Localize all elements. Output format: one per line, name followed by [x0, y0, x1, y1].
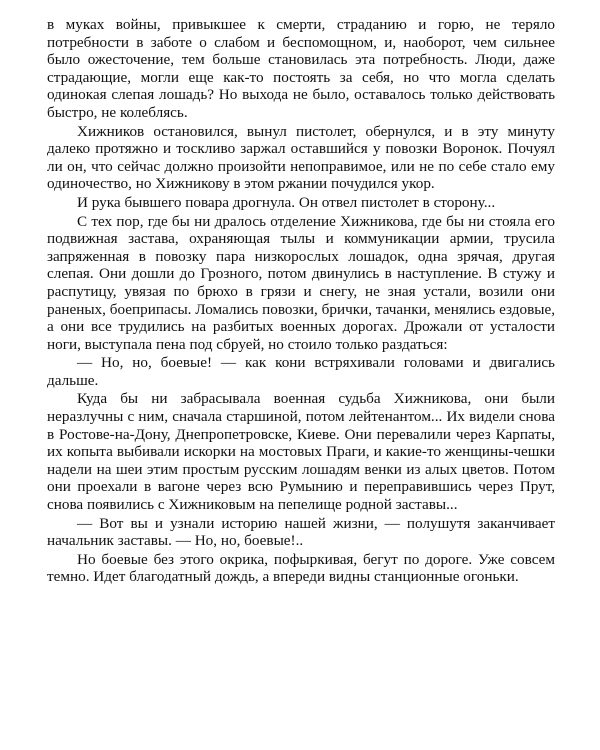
paragraph-1: в муках войны, привыкшее к смерти, страданию и горю, не теряло потребности в заботе о слабом и беспомощном, и, наоборот, чем сильнее было ожесточение, тем больше становилась эта потребность. Люди, даже страдающие, могли еще как-то постоять за себя, но что могла сделать одинокая слепая лошадь? Но выхода не было, оставалось только действовать быстро, не колеблясь. [47, 16, 555, 121]
paragraph-2: Хижников остановился, вынул пистолет, обернулся, и в эту минуту далеко протяжно и тоскливо заржал оставшийся у повозки Воронок. Почуял ли он, что сейчас должно произойти непоправимое, или не по себе стало ему одиночество, но Хижникову в этом ржании почудился укор. [47, 122, 555, 193]
paragraph-3: И рука бывшего повара дрогнула. Он отвел пистолет в сторону... [77, 193, 496, 211]
document-page [47, 16, 555, 586]
paragraph-6: Куда бы ни забрасывала военная судьба Хижникова, они были неразлучны с ним, сначала старшиной, потом лейтенантом... Их видели снова в Ростове-на-Дону, Днепропетровске, Киеве. Они перевалили через Карпаты, их копыта выбивали искорки на мостовых Праги, и какие-то женщины-чешки надели на шеи этим простым русским лошадям венки из алых цветов. Потом они проехали в вагоне через всю Румынию и переправившись через Прут, снова появились с Хижниковым на пепелище родной заставы... [47, 390, 555, 514]
paragraph-7: — Вот вы и узнали историю нашей жизни, — полушутя заканчивает начальник заставы. — Но, но, боевые!.. [47, 514, 555, 550]
paragraph-8: Но боевые без этого окрика, пофыркивая, бегут по дороге. Уже совсем темно. Идет благодатный дождь, а впереди видны станционные огоньки. [47, 550, 555, 586]
paragraph-4: С тех пор, где бы ни дралось отделение Хижникова, где бы ни стояла его подвижная застава, охраняющая тылы и коммуникации армии, трусила запряженная в повозку пара низкорослых лошадок, одна зрячая, другая слепая. Они дошли до Грозного, потом двинулись в наступление. В стужу и распутицу, увязая по брюхо в грязи и снегу, не зная устали, возили они раненых, боеприпасы. Ломались повозки, брички, тачанки, менялись ездовые, а они все трудились на разбитых военных дорогах. Дрожали от усталости ноги, выступала пена под сбруей, но стоило только раздаться: [47, 212, 555, 353]
paragraph-5: — Но, но, боевые! — как кони встряхивали головами и двигались дальше. [47, 354, 555, 389]
